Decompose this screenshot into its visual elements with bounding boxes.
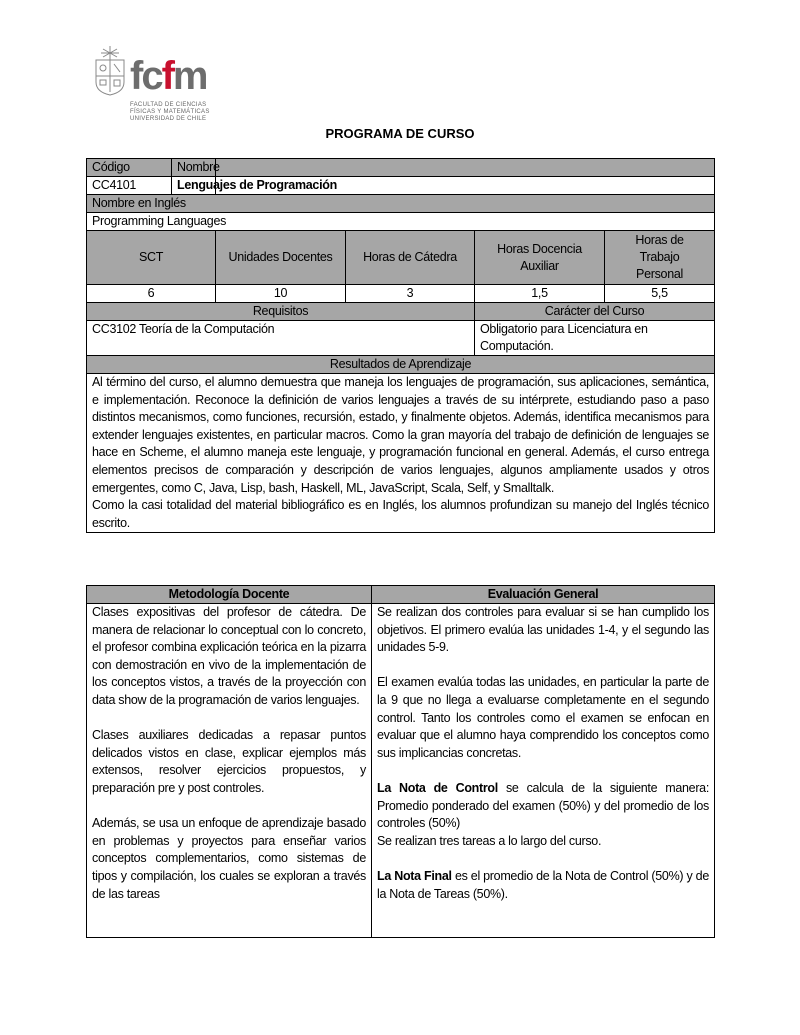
evaluation-label: Evaluación General (372, 586, 715, 604)
page-title: PROGRAMA DE CURSO (325, 126, 475, 141)
hours-value: 10 (216, 285, 346, 303)
hours-header: Horas de Trabajo Personal (605, 231, 715, 285)
codigo-label: Código (87, 159, 216, 177)
hours-value: 6 (87, 285, 216, 303)
course-name: Lenguajes de Programación (216, 177, 715, 195)
resultados-text: Al término del curso, el alumno demuestra que maneja los lenguajes de programación, sus aplicaciones, semántica, e implementación. Reconoce la definición de varios lenguajes a través de su intérprete, estudiando paso a paso distintos mecanismos, como funciones, recursión, estado, y finalmente objetos. Además, identifica mecanismos para extender lenguajes existentes, en particular macros. Como la gran mayoría del trabajo de definición de lenguajes se hace en Scheme, el alumno maneja este lenguaje, y programación funcional en general. Además, el curso entrega elementos precisos de comparación y descripción de varios lenguajes, algunos ampliamente usados y otros emergentes, como C, Java, Lisp, bash, Haskell, ML, JavaScript, Scala, Self, y Smalltalk. Como la casi totalidad del material bibliográfico es en Inglés, los alumnos profundizan su manejo del Inglés técnico escrito. (87, 374, 715, 533)
hours-value: 5,5 (605, 285, 715, 303)
hours-header: SCT (87, 231, 216, 285)
requisitos-label: Requisitos (87, 303, 475, 321)
caracter-label: Carácter del Curso (475, 303, 715, 321)
fcfm-logo (92, 44, 222, 126)
hours-value: 3 (346, 285, 475, 303)
nombre-label: Nombre (216, 159, 715, 177)
course-code: CC4101 (87, 177, 216, 195)
hours-header: Unidades Docentes (216, 231, 346, 285)
requisitos: CC3102 Teoría de la Computación (87, 321, 475, 356)
methodology-text: Clases expositivas del profesor de cátedra. De manera de relacionar lo conceptual con lo concreto, el profesor combina explicación teórica en la pizarra con demostración en vivo de la implementación de los conceptos vistos, a través de la proyección con data show de la programación de varios lenguajes. Clases auxiliares dedicadas a repasar puntos delicados vistos en clase, explicar ejemplos más extensos, resolver ejercicios propuestos, y preparación pre y post controles. Además, se usa un enfoque de aprendizaje basado en problemas y proyectos para enseñar varios conceptos complementarios, como sistemas de tipos y compilación, los cuales se exploran a través de las tareas (87, 604, 372, 938)
english-name-label: Nombre en Inglés (87, 195, 715, 213)
evaluation-text: Se realizan dos controles para evaluar si se han cumplido los objetivos. El primero evalúa las unidades 1-4, y el segundo las unidades 5-9. El examen evalúa todas las unidades, en particular la parte de la 9 que no llega a evaluarse completamente en el segundo control. Tanto los controles como el examen se enfocan en evaluar que el alumno haya comprendido los conceptos como sus implicancias concretas. La Nota de Control se calcula de la siguiente manera: Promedio ponderado del examen (50%) y del promedio de los controles (50%) Se realizan tres tareas a lo largo del curso. La Nota Final es el promedio de la Nota de Control (50%) y de la Nota de Tareas (50%). (372, 604, 715, 938)
methodology-evaluation-table (86, 585, 715, 938)
hours-header: Horas Docencia Auxiliar (475, 231, 605, 285)
methodology-label: Metodología Docente (87, 586, 372, 604)
logo-wordmark: fcfm (130, 54, 207, 98)
english-name: Programming Languages (87, 213, 715, 231)
hours-value: 1,5 (475, 285, 605, 303)
caracter: Obligatorio para Licenciatura en Computación. (475, 321, 715, 356)
course-info-table (86, 158, 715, 533)
logo-subtitle: FACULTAD DE CIENCIAS FÍSICAS Y MATEMÁTICAS UNIVERSIDAD DE CHILE (130, 102, 210, 122)
hours-header: Horas de Cátedra (346, 231, 475, 285)
resultados-label: Resultados de Aprendizaje (87, 356, 715, 374)
university-crest-icon (92, 44, 128, 96)
